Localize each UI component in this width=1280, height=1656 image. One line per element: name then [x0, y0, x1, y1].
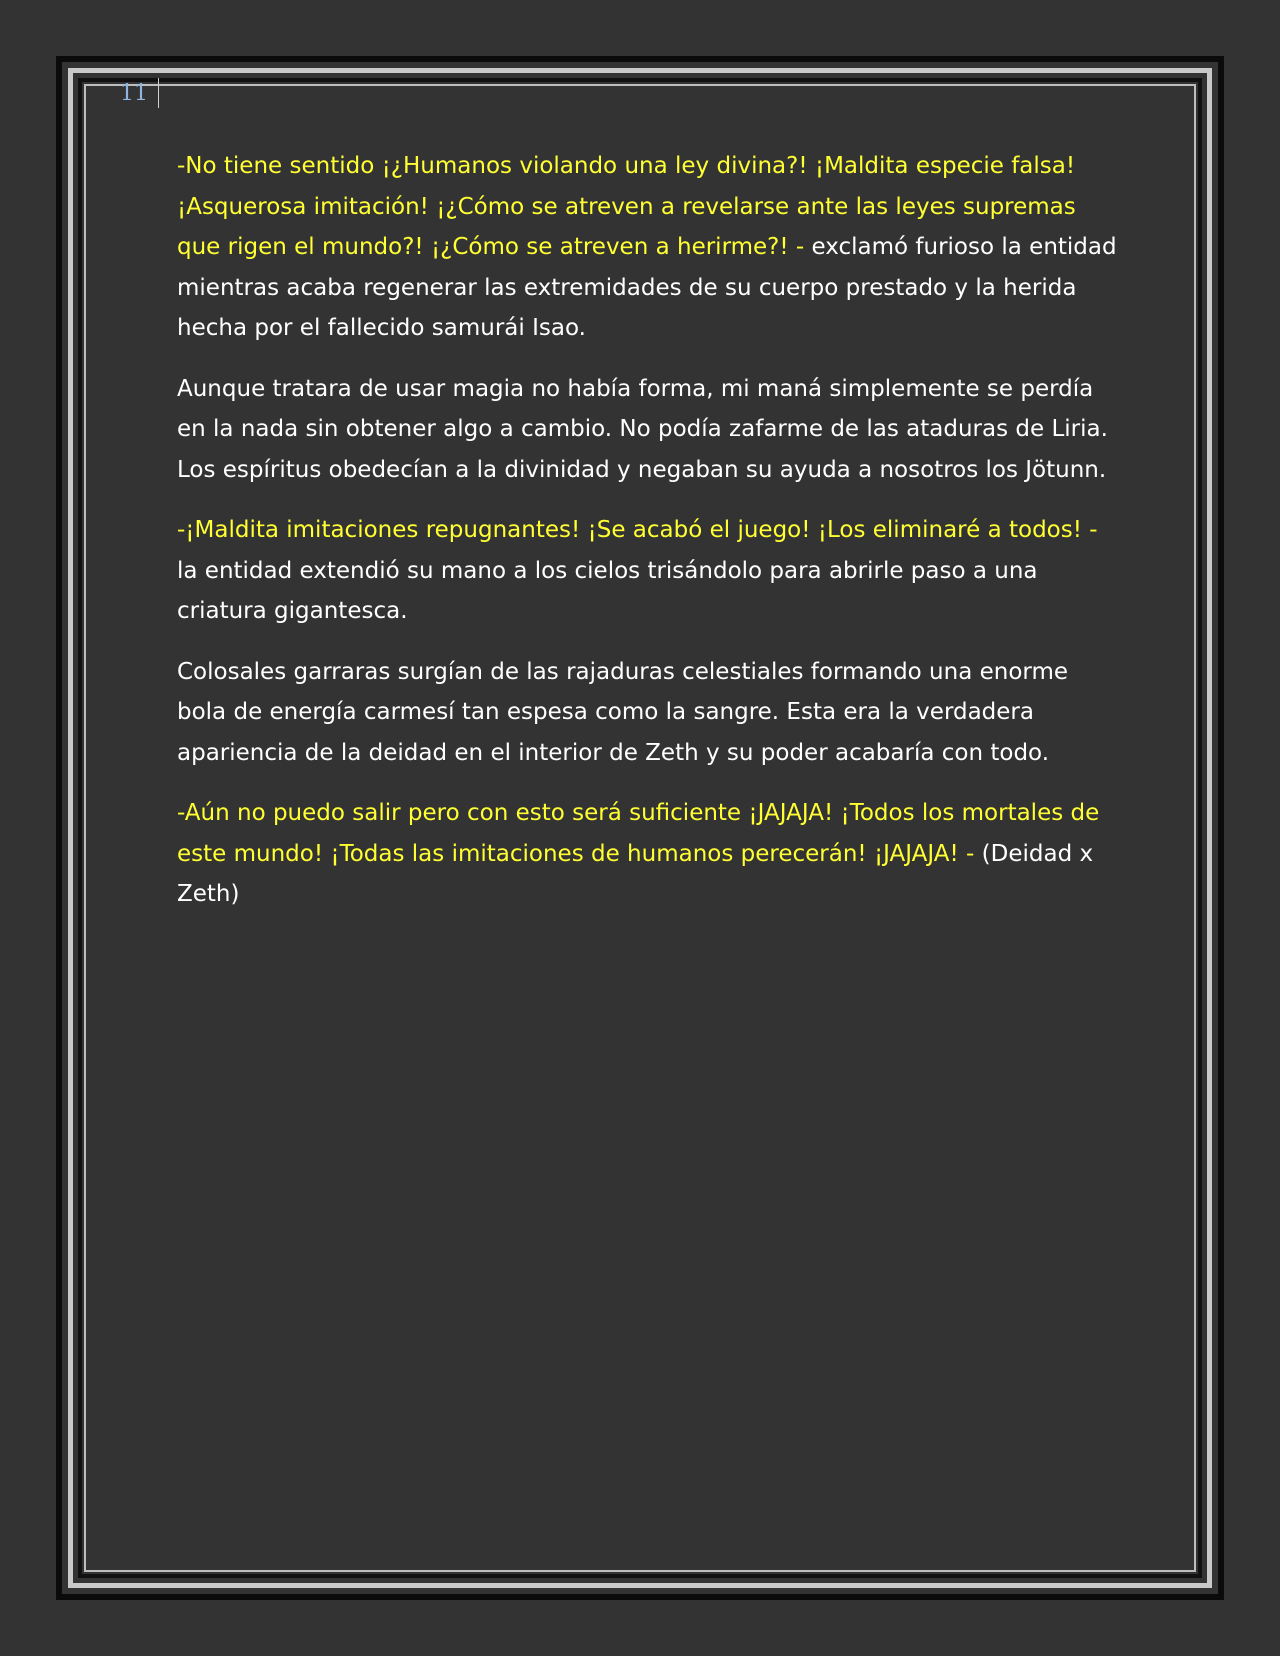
narration-text: Colosales garraras surgían de las rajaduras celestiales formando una enorme bola de energía carmesí tan espesa como la sangre. Esta era la verdadera apariencia de la deidad en el interior de Zeth y su poder acabaría con todo. [177, 658, 1069, 766]
page-body [177, 146, 1117, 935]
dialogue-text: -No tiene sentido ¡¿Humanos violando una ley divina?! ¡Maldita especie falsa! ¡Asquerosa imitación! ¡¿Cómo se atreven a revelarse ante las leyes supremas que rigen el mundo?! ¡¿Cómo se atreven a herirme?! - [177, 153, 1076, 260]
paragraph-4 [177, 652, 1117, 774]
narration-text: exclamó furioso la entidad mientras acaba regenerar las extremidades de su cuerpo prestado y la herida hecha por el fallecido samurái Isao. [177, 234, 1117, 341]
page-number: 11 [120, 80, 148, 106]
narration-text: la entidad extendió su mano a los cielos trisándolo para abrirle paso a una criatura gigantesca. [177, 557, 1038, 624]
narration-text: (Deidad x Zeth) [177, 840, 1094, 907]
dialogue-text: -¡Maldita imitaciones repugnantes! ¡Se acabó el juego! ¡Los eliminaré a todos! - [177, 517, 1098, 543]
page-number-area [120, 78, 159, 108]
dialogue-text: -Aún no puedo salir pero con esto será suficiente ¡JAJAJA! ¡Todos los mortales de este mundo! ¡Todas las imitaciones de humanos perecerán! ¡JAJAJA! - [177, 800, 1100, 867]
paragraph-1 [177, 146, 1117, 349]
paragraph-2 [177, 369, 1117, 491]
paragraph-5 [177, 793, 1117, 915]
paragraph-3 [177, 510, 1117, 632]
narration-text: Aunque tratara de usar magia no había forma, mi maná simplemente se perdía en la nada sin obtener algo a cambio. No podía zafarme de las ataduras de Liria. Los espíritus obedecían a la divinidad y negaban su ayuda a nosotros los Jötunn. [177, 375, 1108, 483]
